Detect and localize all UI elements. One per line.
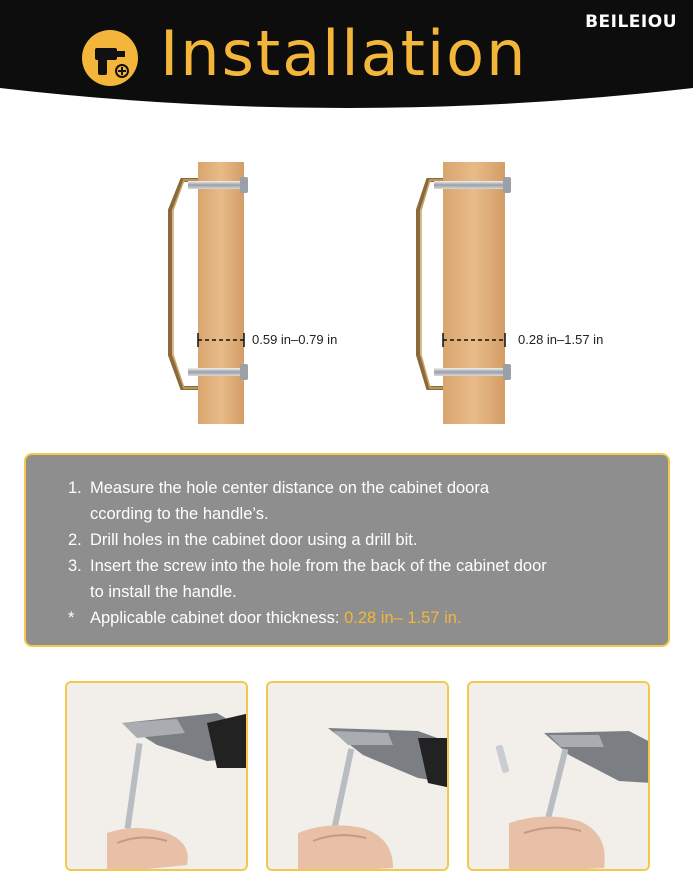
step-3 (68, 553, 658, 579)
note-asterisk: * (68, 609, 75, 627)
header (0, 0, 693, 110)
right-assembly (418, 162, 511, 424)
right-thickness-label: 0.28 in–1.57 in (518, 332, 604, 347)
drill-icon (82, 30, 138, 86)
step-3-number: 3. (68, 557, 82, 575)
installation-diagram (0, 150, 693, 430)
photo-pliers-screw-2 (266, 681, 449, 871)
right-door-panel (443, 162, 505, 424)
instructions-list (68, 475, 658, 631)
instructions-panel (24, 453, 670, 647)
photo-pliers-screw-1 (65, 681, 248, 871)
page-title: Installation (160, 17, 528, 90)
step-1 (68, 475, 658, 501)
left-thickness-label: 0.59 in–0.79 in (252, 332, 338, 347)
left-door-panel (198, 162, 244, 424)
step-2-number: 2. (68, 531, 82, 549)
step-3-text: Insert the screw into the hole from the back of the cabinet door (90, 557, 547, 575)
note-text: Applicable cabinet door thickness: (90, 609, 345, 627)
step-2-text: Drill holes in the cabinet door using a drill bit. (90, 531, 418, 549)
diagram-svg (0, 150, 693, 430)
step-1-number: 1. (68, 479, 82, 497)
note-value: 0.28 in– 1.57 in. (344, 609, 462, 627)
step-1-text: Measure the hole center distance on the cabinet doora (90, 479, 490, 497)
left-assembly (170, 162, 248, 424)
thickness-note (68, 605, 658, 631)
step-3-text-cont: to install the handle. (90, 583, 237, 601)
photo-pliers-screw-3 (467, 681, 650, 871)
brand-logo: BEILEIOU (585, 12, 677, 32)
step-2 (68, 527, 658, 553)
step-1-text-cont: ccording to the handle’s. (90, 505, 269, 523)
